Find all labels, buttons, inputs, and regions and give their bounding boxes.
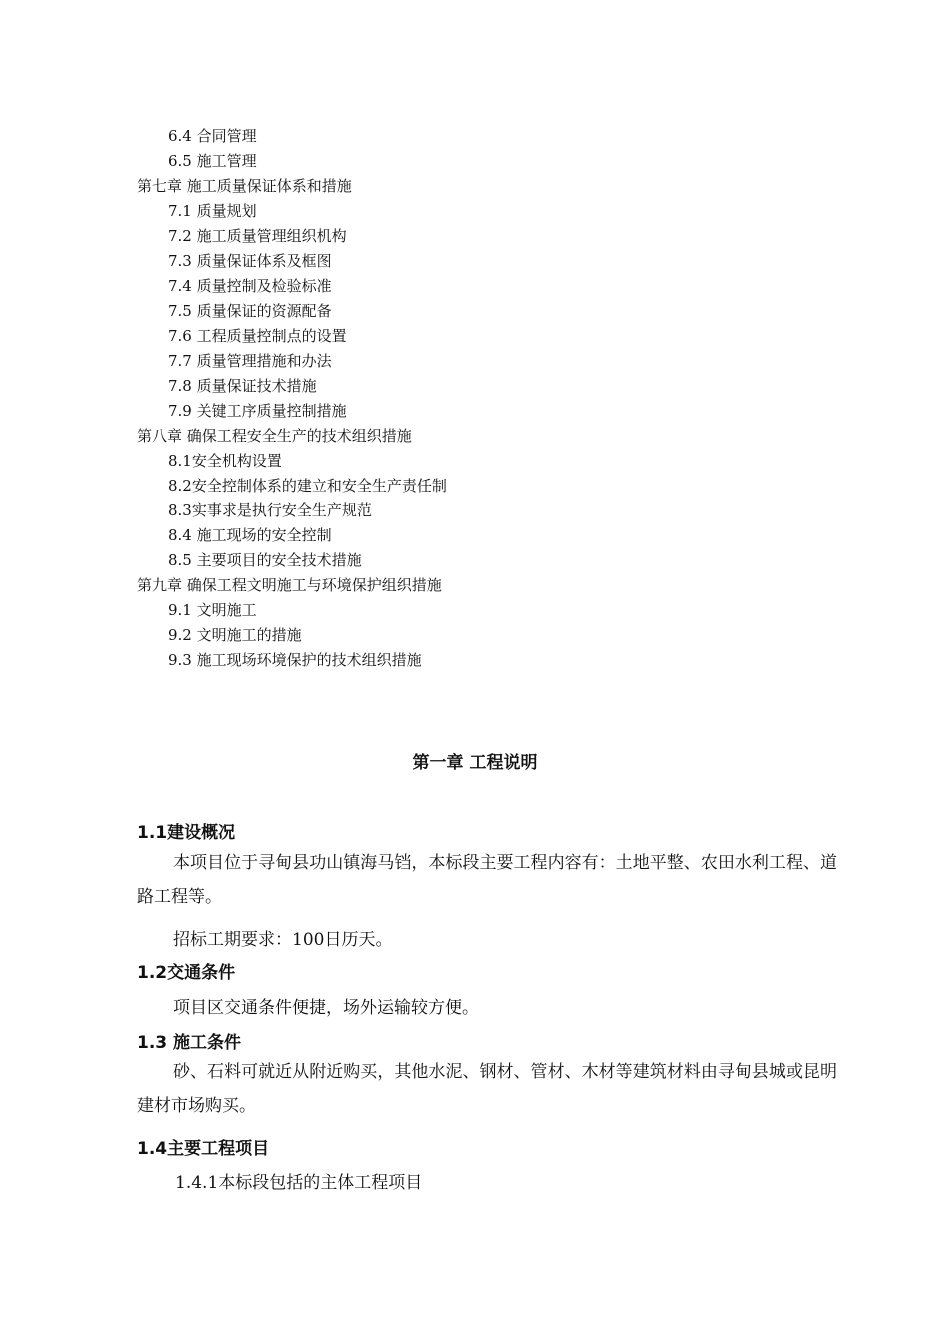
toc-item: 6.4 合同管理 [168,127,257,145]
toc-item: 7.1 质量规划 [168,202,257,220]
toc-item: 7.7 质量管理措施和办法 [168,352,332,370]
toc-item: 7.4 质量控制及检验标准 [168,277,332,295]
toc-item: 8.3实事求是执行安全生产规范 [168,501,372,519]
paragraph: 本项目位于寻甸县功山镇海马铛，本标段主要工程内容有：土地平整、农田水利工程、道路工程等。 [137,853,837,907]
chapter-title: 第一章 工程说明 [412,753,538,773]
toc-item: 6.5 施工管理 [168,152,257,170]
section-heading: 1.3 施工条件 [137,1033,242,1053]
toc-item: 7.8 质量保证技术措施 [168,377,317,395]
toc-item: 7.2 施工质量管理组织机构 [168,227,347,245]
toc-item: 8.4 施工现场的安全控制 [168,526,332,544]
toc-item: 7.5 质量保证的资源配备 [168,302,332,320]
subsection-line: 1.4.1本标段包括的主体工程项目 [175,1173,423,1193]
toc-chapter: 第七章 施工质量保证体系和措施 [137,177,352,195]
toc-item: 8.1安全机构设置 [168,452,282,470]
toc-item: 7.9 关键工序质量控制措施 [168,402,347,420]
section-heading: 1.1建设概况 [137,823,236,843]
toc-item: 8.2安全控制体系的建立和安全生产责任制 [168,477,447,495]
paragraph: 砂、石料可就近从附近购买，其他水泥、钢材、管材、木材等建筑材料由寻甸县城或昆明建材市场购买。 [137,1062,837,1116]
toc-item: 9.1 文明施工 [168,601,257,619]
paragraph: 项目区交通条件便捷，场外运输较方便。 [173,998,479,1018]
toc-item: 7.6 工程质量控制点的设置 [168,327,347,345]
paragraph: 招标工期要求：100日历天。 [173,930,393,950]
toc-item: 8.5 主要项目的安全技术措施 [168,551,362,569]
toc-item: 9.2 文明施工的措施 [168,626,302,644]
toc-item: 9.3 施工现场环境保护的技术组织措施 [168,651,422,669]
toc-item: 7.3 质量保证体系及框图 [168,252,332,270]
toc-chapter: 第九章 确保工程文明施工与环境保护组织措施 [137,576,442,594]
toc-chapter: 第八章 确保工程安全生产的技术组织措施 [137,427,412,445]
section-heading: 1.2交通条件 [137,963,236,983]
section-heading: 1.4主要工程项目 [137,1139,270,1159]
